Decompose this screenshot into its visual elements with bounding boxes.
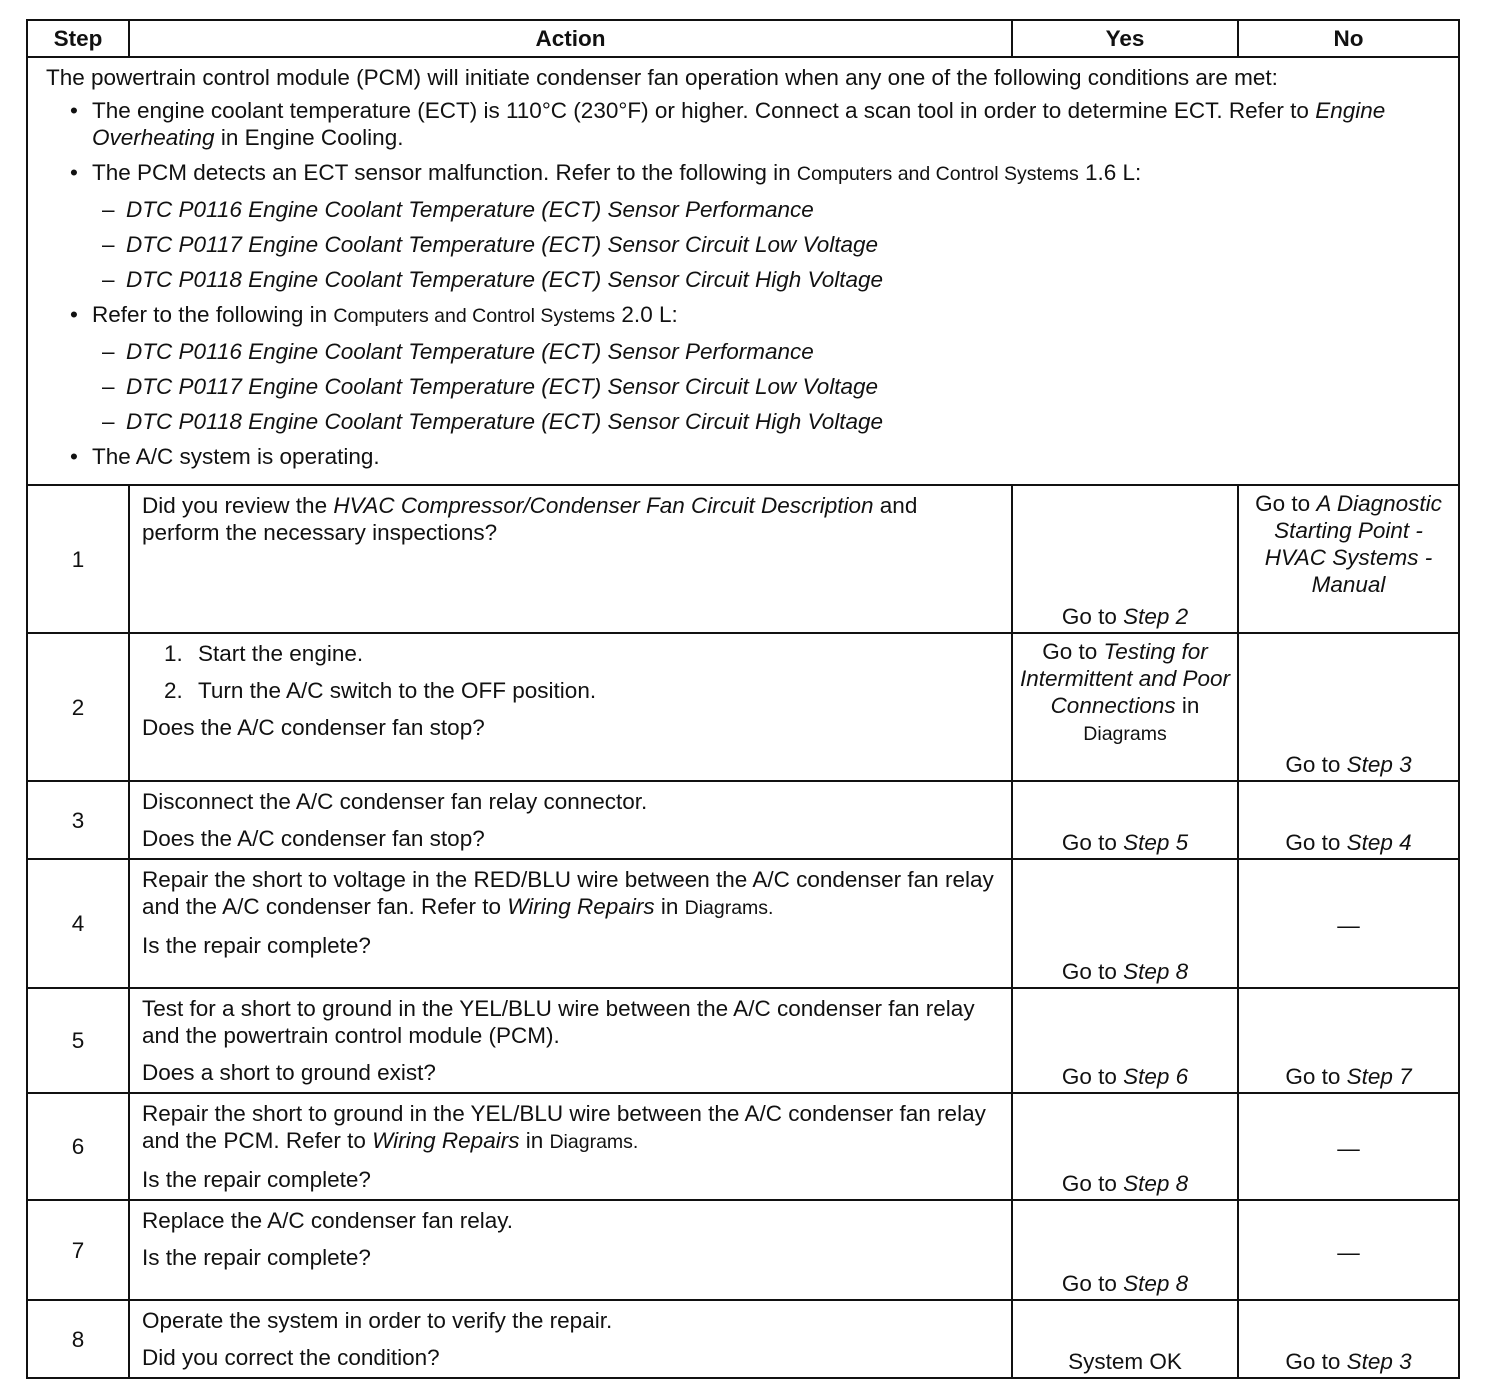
condition-2-tail: 1.6 L: bbox=[1078, 160, 1142, 185]
step-number: 4 bbox=[27, 859, 129, 988]
yes-goto: Go to bbox=[1061, 604, 1124, 629]
yes-goto: Go to bbox=[1061, 959, 1124, 984]
yes-goto: Go to bbox=[1061, 1271, 1124, 1296]
no-goto: Go to bbox=[1285, 830, 1347, 855]
action-text bbox=[142, 1100, 1001, 1156]
header-step: Step bbox=[27, 20, 129, 57]
step-number: 1 bbox=[27, 485, 129, 633]
yes-goto: Go to bbox=[1042, 639, 1104, 664]
circuit-description-ref: HVAC Compressor/Condenser Fan Circuit Description bbox=[333, 493, 874, 518]
yes-diagrams-ref: Diagrams bbox=[1083, 723, 1167, 745]
condition-item bbox=[48, 301, 1448, 435]
yes-goto: Go to bbox=[1061, 1171, 1124, 1196]
action-text: Disconnect the A/C condenser fan relay connector. bbox=[142, 789, 648, 814]
substep-item bbox=[142, 640, 1001, 667]
no-cell bbox=[1238, 633, 1459, 781]
question-text: Does a short to ground exist? bbox=[142, 1060, 436, 1085]
condition-item: • The A/C system is operating. bbox=[48, 443, 1448, 470]
condition-3-text: Refer to the following in bbox=[92, 302, 334, 327]
condition-3-tail: 2.0 L: bbox=[615, 302, 678, 327]
yes-cell bbox=[1012, 1093, 1238, 1200]
intro-cell bbox=[27, 57, 1459, 485]
yes-testing-link[interactable]: Testing for Intermittent and Poor Connections bbox=[1019, 639, 1231, 718]
table-row bbox=[27, 1300, 1459, 1378]
yes-cell bbox=[1012, 633, 1238, 781]
intro-text: The powertrain control module (PCM) will initiate condenser fan operation when any one of the following conditions are met: bbox=[46, 65, 1278, 90]
substep-text: Start the engine. bbox=[198, 641, 364, 666]
no-cell: — bbox=[1238, 1093, 1459, 1200]
conditions-list bbox=[48, 97, 1448, 470]
action-text-main: Repair the short to ground in the YEL/BLU wire between the A/C condenser fan relay and the PCM. Refer to bbox=[142, 1101, 986, 1153]
no-goto: Go to bbox=[1285, 1064, 1347, 1089]
condition-item bbox=[48, 97, 1448, 151]
step-number: 5 bbox=[27, 988, 129, 1093]
substep-number: 1. bbox=[164, 641, 183, 666]
table-row bbox=[27, 859, 1459, 988]
dtc-item: – DTC P0117 Engine Coolant Temperature (ECT) Sensor Circuit Low Voltage bbox=[92, 373, 1448, 400]
yes-step-link[interactable]: Step 6 bbox=[1123, 1064, 1189, 1089]
yes-goto: Go to bbox=[1061, 1064, 1124, 1089]
yes-step-link[interactable]: Step 5 bbox=[1123, 830, 1189, 855]
step-number: 2 bbox=[27, 633, 129, 781]
dtc-item: – DTC P0117 Engine Coolant Temperature (ECT) Sensor Circuit Low Voltage bbox=[92, 231, 1448, 258]
no-goto: Go to bbox=[1285, 752, 1347, 777]
yes-cell bbox=[1012, 781, 1238, 859]
header-no: No bbox=[1238, 20, 1459, 57]
yes-goto: Go to bbox=[1061, 830, 1124, 855]
substep-item bbox=[142, 677, 1001, 704]
no-cell bbox=[1238, 781, 1459, 859]
condition-1-text: The engine coolant temperature (ECT) is 110°C (230°F) or higher. Connect a scan tool in order to determine ECT. Refer to bbox=[92, 98, 1316, 123]
wiring-repairs-ref: Wiring Repairs bbox=[507, 894, 655, 919]
action-text: Did you review the bbox=[142, 493, 334, 518]
table-row bbox=[27, 781, 1459, 859]
dtc-item: – DTC P0116 Engine Coolant Temperature (ECT) Sensor Performance bbox=[92, 338, 1448, 365]
diagnostic-table bbox=[26, 19, 1460, 1379]
step-number: 7 bbox=[27, 1200, 129, 1300]
diagrams-ref: Diagrams. bbox=[549, 1131, 639, 1153]
header-row bbox=[27, 20, 1459, 57]
question-text: Did you correct the condition? bbox=[142, 1345, 440, 1370]
no-goto: Go to bbox=[1285, 1349, 1347, 1374]
action-cell bbox=[129, 1093, 1012, 1200]
action-cell bbox=[129, 1300, 1012, 1378]
action-cell bbox=[129, 781, 1012, 859]
no-step-link[interactable]: Step 7 bbox=[1346, 1064, 1412, 1089]
yes-cell bbox=[1012, 988, 1238, 1093]
yes-cell bbox=[1012, 859, 1238, 988]
question-text: Is the repair complete? bbox=[142, 1245, 371, 1270]
substep-number: 2. bbox=[164, 678, 183, 703]
yes-cell bbox=[1012, 485, 1238, 633]
table-row bbox=[27, 633, 1459, 781]
yes-step-link[interactable]: Step 8 bbox=[1123, 1271, 1189, 1296]
step-number: 6 bbox=[27, 1093, 129, 1200]
question-text: Does the A/C condenser fan stop? bbox=[142, 715, 485, 740]
action-cell bbox=[129, 1200, 1012, 1300]
no-cell: — bbox=[1238, 859, 1459, 988]
action-text-tail: and perform the necessary inspections? bbox=[142, 493, 918, 545]
no-step-link[interactable]: Step 3 bbox=[1346, 1349, 1412, 1374]
dtc-list bbox=[92, 338, 1448, 435]
no-cell bbox=[1238, 485, 1459, 633]
yes-cell: System OK bbox=[1012, 1300, 1238, 1378]
condition-1-tail: in Engine Cooling. bbox=[214, 125, 404, 150]
question-text: Does the A/C condenser fan stop? bbox=[142, 826, 485, 851]
action-text: Replace the A/C condenser fan relay. bbox=[142, 1208, 514, 1233]
substep-text: Turn the A/C switch to the OFF position. bbox=[198, 678, 597, 703]
computers-control-ref: Computers and Control Systems bbox=[333, 305, 616, 327]
dtc-item: – DTC P0116 Engine Coolant Temperature (ECT) Sensor Performance bbox=[92, 196, 1448, 223]
substep-list bbox=[142, 640, 1001, 704]
action-in: in bbox=[654, 894, 685, 919]
action-text bbox=[142, 866, 1001, 922]
no-cell: — bbox=[1238, 1200, 1459, 1300]
no-step-link[interactable]: Step 3 bbox=[1346, 752, 1412, 777]
question-text: Is the repair complete? bbox=[142, 1167, 371, 1192]
no-cell bbox=[1238, 1300, 1459, 1378]
action-text: Operate the system in order to verify the repair. bbox=[142, 1308, 613, 1333]
wiring-repairs-ref: Wiring Repairs bbox=[372, 1128, 520, 1153]
yes-step-link[interactable]: Step 8 bbox=[1123, 959, 1189, 984]
action-text-main: Repair the short to voltage in the RED/BLU wire between the A/C condenser fan relay and the A/C condenser fan. Refer to bbox=[142, 867, 994, 919]
condition-item bbox=[48, 159, 1448, 293]
yes-cell bbox=[1012, 1200, 1238, 1300]
diagrams-ref: Diagrams. bbox=[684, 897, 774, 919]
yes-in: in bbox=[1175, 693, 1200, 718]
yes-step-link[interactable]: Step 8 bbox=[1123, 1171, 1189, 1196]
yes-step-link[interactable]: Step 2 bbox=[1123, 604, 1189, 629]
action-cell bbox=[129, 859, 1012, 988]
step-number: 8 bbox=[27, 1300, 129, 1378]
engine-overheating-ref: Engine Overheating bbox=[92, 98, 1386, 150]
computers-control-ref: Computers and Control Systems bbox=[796, 163, 1079, 185]
step-number: 3 bbox=[27, 781, 129, 859]
no-step-link[interactable]: Step 4 bbox=[1346, 830, 1412, 855]
dtc-list bbox=[92, 196, 1448, 293]
action-cell bbox=[129, 485, 1012, 633]
table-row bbox=[27, 1200, 1459, 1300]
no-goto: Go to bbox=[1255, 491, 1317, 516]
dtc-item: – DTC P0118 Engine Coolant Temperature (ECT) Sensor Circuit High Voltage bbox=[92, 408, 1448, 435]
no-cell bbox=[1238, 988, 1459, 1093]
condition-2-text: The PCM detects an ECT sensor malfunction. Refer to the following in bbox=[92, 160, 797, 185]
action-cell bbox=[129, 633, 1012, 781]
action-in: in bbox=[519, 1128, 550, 1153]
table-row bbox=[27, 988, 1459, 1093]
table-row bbox=[27, 485, 1459, 633]
dtc-item: – DTC P0118 Engine Coolant Temperature (ECT) Sensor Circuit High Voltage bbox=[92, 266, 1448, 293]
action-text: Test for a short to ground in the YEL/BLU wire between the A/C condenser fan relay and the powertrain control module (PCM). bbox=[142, 996, 975, 1048]
no-diagnostic-link[interactable]: A Diagnostic Starting Point - HVAC Systems - Manual bbox=[1264, 491, 1442, 597]
intro-row bbox=[27, 57, 1459, 485]
question-text: Is the repair complete? bbox=[142, 933, 371, 958]
header-action: Action bbox=[129, 20, 1012, 57]
action-cell bbox=[129, 988, 1012, 1093]
header-yes: Yes bbox=[1012, 20, 1238, 57]
table-row bbox=[27, 1093, 1459, 1200]
